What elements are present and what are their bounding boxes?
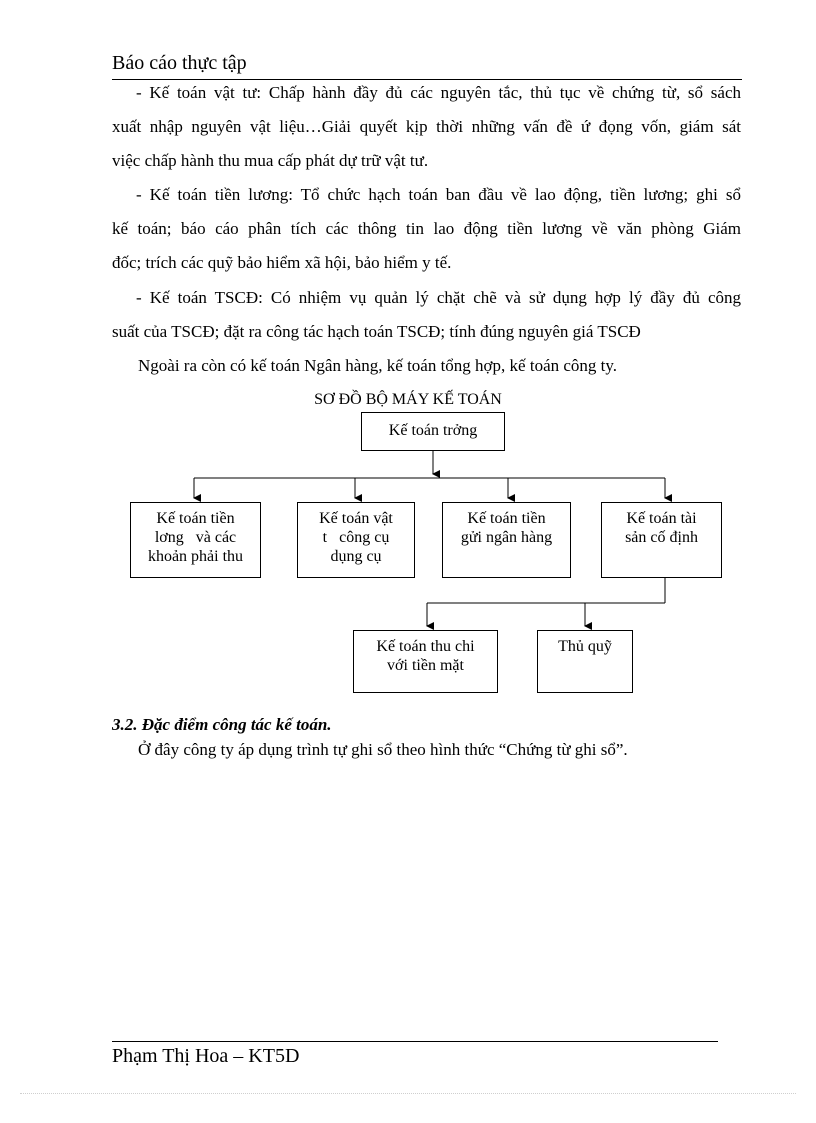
paragraph-line: - Kế toán vật tư: Chấp hành đầy đủ các nguyên tắc, thủ tục về chứng từ, sổ sách bbox=[136, 83, 741, 102]
org-box-line: Thủ quỹ bbox=[558, 638, 612, 655]
org-box-line: gửi ngân hàng bbox=[460, 529, 553, 546]
org-box-fixed-assets bbox=[601, 502, 722, 578]
paragraph-line: Ngoài ra còn có kế toán Ngân hàng, kế toán tổng hợp, kế toán công ty. bbox=[138, 356, 618, 375]
org-box-materials-tools bbox=[297, 502, 415, 578]
org-box-treasurer bbox=[537, 630, 633, 693]
paragraph-line: kế toán; báo cáo phân tích các thông tin lao động tiền lương về văn phòng Giám bbox=[112, 219, 741, 238]
org-chart-title: SƠ ĐỒ BỘ MÁY KẾ TOÁN bbox=[314, 391, 502, 408]
footer-rule bbox=[112, 1041, 718, 1042]
org-box-line: lơng và các bbox=[154, 529, 237, 546]
org-box-line: khoản phải thu bbox=[147, 548, 244, 565]
org-box-line: Kế toán tài bbox=[626, 510, 697, 527]
org-box-line: Kế toán trởng bbox=[388, 422, 478, 439]
paragraph-line: việc chấp hành thu mua cấp phát dự trữ vật tư. bbox=[112, 151, 429, 170]
org-box-chief-accountant bbox=[361, 412, 505, 451]
paragraph-line: đốc; trích các quỹ bảo hiểm xã hội, bảo hiểm y tế. bbox=[112, 253, 452, 272]
org-box-line: Kế toán tiền bbox=[156, 510, 235, 527]
org-box-bank-deposits bbox=[442, 502, 571, 578]
section-heading: 3.2. Đặc điểm công tác kế toán. bbox=[112, 715, 332, 734]
page-header-title: Báo cáo thực tập bbox=[112, 52, 247, 74]
org-box-line: dụng cụ bbox=[330, 548, 382, 565]
page-bottom-dotted-edge bbox=[20, 1093, 796, 1094]
paragraph-line: - Kế toán TSCĐ: Có nhiệm vụ quản lý chặt chẽ và sử dụng hợp lý đầy đủ công bbox=[136, 288, 741, 307]
paragraph-line: xuất nhập nguyên vật liệu…Giải quyết kịp thời những vấn đề ứ đọng vốn, giám sát bbox=[112, 117, 741, 136]
org-box-line: Kế toán vật bbox=[319, 510, 393, 527]
section-body: Ở đây công ty áp dụng trình tự ghi sổ theo hình thức “Chứng từ ghi sổ”. bbox=[138, 740, 628, 759]
org-box-cash-accounting bbox=[353, 630, 498, 693]
footer-author: Phạm Thị Hoa – KT5D bbox=[112, 1045, 300, 1067]
paragraph-line: - Kế toán tiền lương: Tổ chức hạch toán ban đầu về lao động, tiền lương; ghi sổ bbox=[136, 185, 741, 204]
paragraph-line: suất của TSCĐ; đặt ra công tác hạch toán TSCĐ; tính đúng nguyên giá TSCĐ bbox=[112, 322, 641, 341]
org-box-line: sản cố định bbox=[625, 529, 698, 546]
org-box-line: t công cụ bbox=[322, 529, 390, 546]
org-box-line: Kế toán tiền bbox=[467, 510, 546, 527]
org-box-line: Kế toán thu chi bbox=[376, 638, 475, 655]
org-box-salary-receivables bbox=[130, 502, 261, 578]
org-box-line: với tiền mặt bbox=[387, 657, 464, 674]
